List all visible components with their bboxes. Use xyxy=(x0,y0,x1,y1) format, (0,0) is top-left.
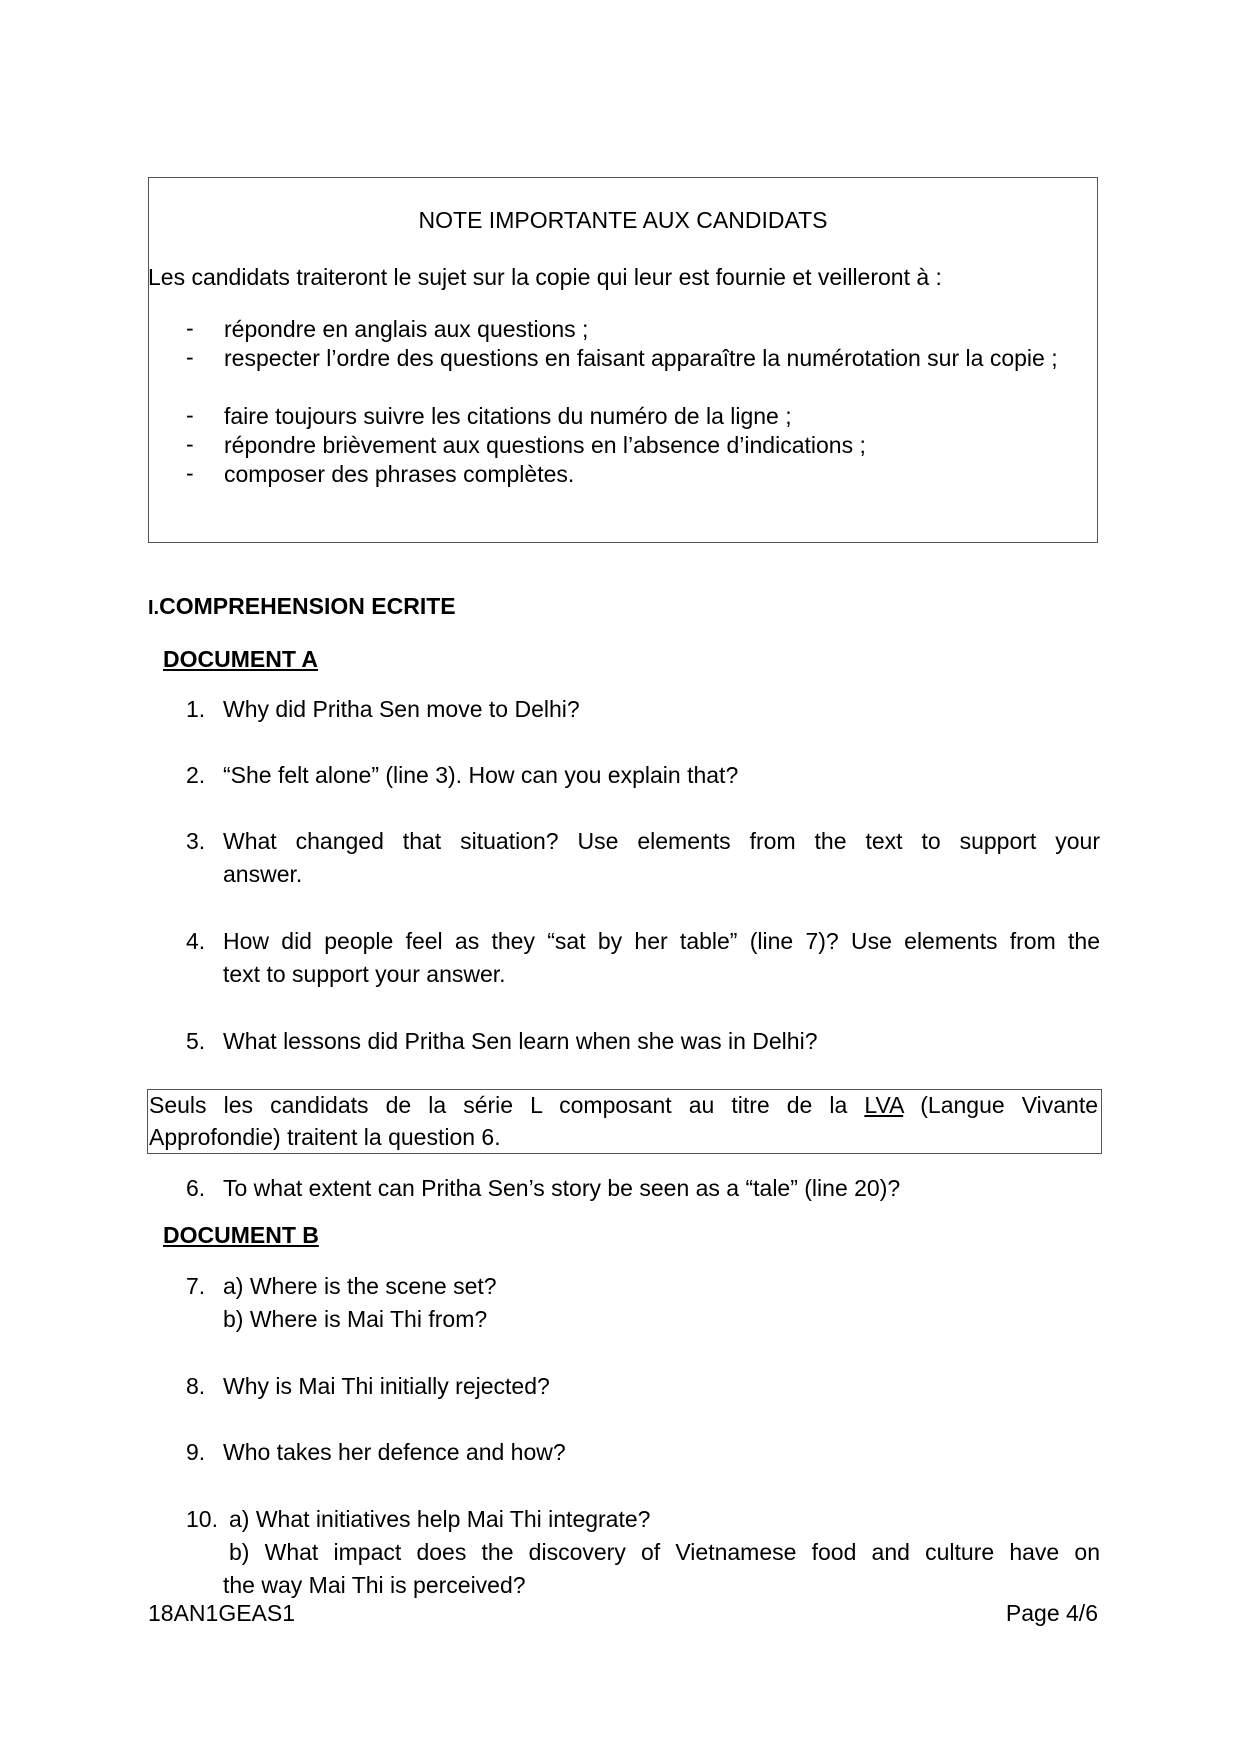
question-text: What lessons did Pritha Sen learn when she was in Delhi? xyxy=(223,1028,818,1054)
question-number: 1. xyxy=(186,696,206,722)
question-item xyxy=(186,759,1100,792)
list-dash: - xyxy=(186,431,194,457)
section-number: I. xyxy=(148,597,160,619)
notice-item-text: faire toujours suivre les citations du numéro de la ligne ; xyxy=(224,403,792,429)
question-number: 8. xyxy=(186,1373,206,1399)
question-text: Why is Mai Thi initially rejected? xyxy=(223,1373,550,1399)
notice-item xyxy=(186,460,1098,488)
question-text: How did people feel as they “sat by her table” (line 7)? Use elements from the xyxy=(223,928,1100,954)
question-item xyxy=(186,1503,1100,1602)
notice-item-text: répondre brièvement aux questions en l’absence d’indications ; xyxy=(224,432,866,458)
question-text: What changed that situation? Use elements from the text to support your xyxy=(223,828,1100,854)
notice-title: NOTE IMPORTANTE AUX CANDIDATS xyxy=(418,207,828,233)
list-dash: - xyxy=(186,460,194,486)
question-item xyxy=(186,693,1100,726)
lva-note-text: (Langue Vivante xyxy=(920,1092,1099,1118)
lva-note-text: Seuls les candidats de la série L composant au titre de la xyxy=(149,1092,848,1118)
question-text: To what extent can Pritha Sen’s story be seen as a “tale” (line 20)? xyxy=(223,1175,901,1201)
question-text: answer. xyxy=(223,861,303,887)
question-number: 10. xyxy=(186,1506,218,1532)
question-text: a) What initiatives help Mai Thi integrate? xyxy=(229,1506,651,1532)
page-number: Page 4/6 xyxy=(1005,1600,1098,1626)
question-number: 5. xyxy=(186,1028,206,1054)
question-number: 6. xyxy=(186,1175,206,1201)
question-item xyxy=(186,1270,1100,1336)
document-a-title: DOCUMENT A xyxy=(163,646,319,672)
question-number: 9. xyxy=(186,1439,206,1465)
question-text: Why did Pritha Sen move to Delhi? xyxy=(223,696,580,722)
question-item xyxy=(186,1370,1100,1403)
section-heading xyxy=(148,593,456,620)
question-text: b) What impact does the discovery of Vietnamese food and culture have on xyxy=(229,1539,1100,1565)
question-text: text to support your answer. xyxy=(223,961,506,987)
question-text: the way Mai Thi is perceived? xyxy=(223,1572,526,1598)
question-item xyxy=(186,825,1100,891)
notice-item xyxy=(186,344,1098,400)
lva-abbreviation: LVA xyxy=(864,1092,904,1118)
question-text: Who takes her defence and how? xyxy=(223,1439,566,1465)
document-b-title: DOCUMENT B xyxy=(163,1222,319,1248)
question-text: a) Where is the scene set? xyxy=(223,1273,497,1299)
notice-item xyxy=(186,315,1098,343)
notice-intro: Les candidats traiteront le sujet sur la copie qui leur est fournie et veilleront à : xyxy=(148,264,942,290)
section-title: COMPREHENSION ECRITE xyxy=(159,593,456,619)
question-text: b) Where is Mai Thi from? xyxy=(223,1306,488,1332)
question-item xyxy=(186,1025,1100,1058)
question-text: “She felt alone” (line 3). How can you explain that? xyxy=(223,762,739,788)
list-dash: - xyxy=(186,344,194,370)
question-number: 4. xyxy=(186,928,206,954)
lva-note-line: Approfondie) traitent la question 6. xyxy=(149,1124,501,1150)
notice-item xyxy=(186,402,1098,430)
list-dash: - xyxy=(186,315,194,341)
notice-item-text: répondre en anglais aux questions ; xyxy=(224,316,589,342)
document-code: 18AN1GEAS1 xyxy=(148,1600,296,1626)
question-item xyxy=(186,925,1100,991)
notice-item xyxy=(186,431,1098,459)
question-item xyxy=(186,1172,1100,1205)
notice-item-text: respecter l’ordre des questions en faisant apparaître la numérotation sur la copie ; xyxy=(224,345,1058,371)
question-number: 3. xyxy=(186,828,206,854)
question-number: 7. xyxy=(186,1273,206,1299)
lva-note-line xyxy=(149,1092,1098,1119)
notice-item-text: composer des phrases complètes. xyxy=(224,461,575,487)
list-dash: - xyxy=(186,402,194,428)
question-number: 2. xyxy=(186,762,206,788)
question-item xyxy=(186,1436,1100,1469)
